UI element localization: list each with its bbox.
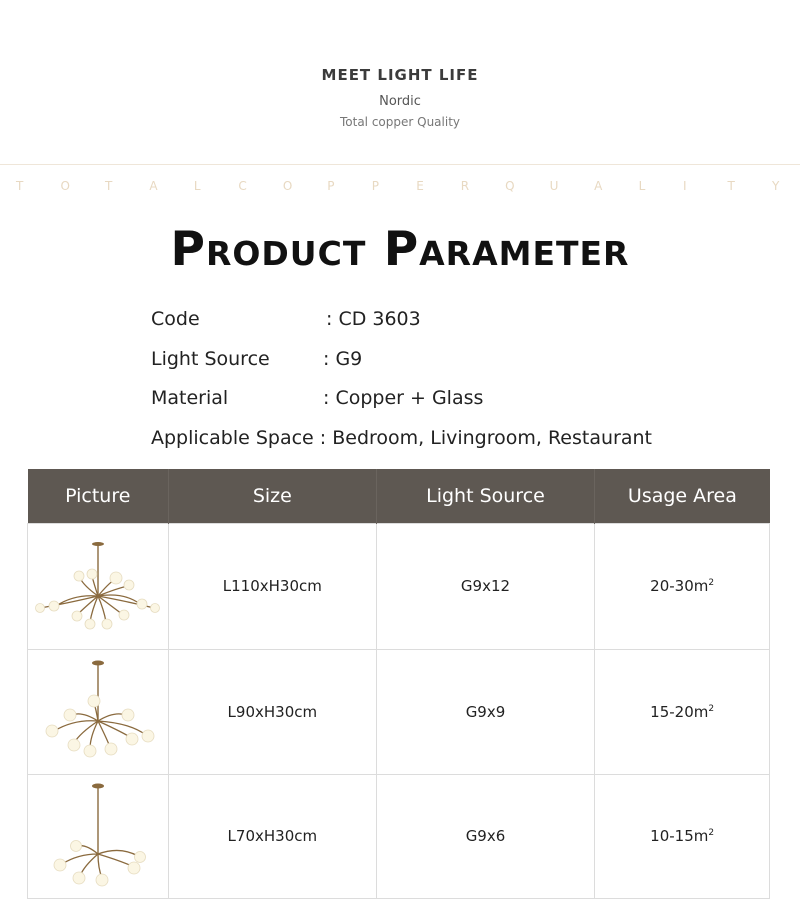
usage-area-cell	[595, 523, 770, 649]
spaced-letter: T	[104, 179, 113, 193]
size-cell: L70xH30cm	[168, 774, 376, 898]
spaced-letter: T	[16, 179, 24, 193]
spaced-letter: T	[727, 179, 735, 193]
spaced-letter: L	[193, 179, 201, 193]
size-cell: L90xH30cm	[168, 649, 376, 774]
divider	[0, 164, 800, 165]
param-label: Code	[151, 308, 200, 330]
picture-cell	[28, 774, 169, 898]
spaced-letter: L	[638, 179, 646, 193]
spaced-letter: P	[327, 179, 335, 193]
param-light-source	[151, 345, 771, 385]
param-value: : G9	[323, 347, 363, 370]
param-material	[151, 384, 771, 424]
brand-tagline: Total copper Quality	[339, 115, 461, 129]
spaced-letter: O	[282, 179, 293, 193]
spec-table	[27, 469, 770, 899]
spaced-letter: A	[594, 179, 603, 193]
usage-area-cell	[595, 774, 770, 898]
picture-cell	[28, 649, 169, 774]
param-label: Material	[151, 387, 229, 409]
spaced-letter: A	[149, 179, 158, 193]
param-code	[151, 305, 771, 345]
param-value: : CD 3603	[326, 308, 421, 330]
table-header-row	[28, 469, 770, 523]
param-label: Applicable Space	[151, 426, 314, 449]
table-row	[28, 774, 770, 898]
light-source-cell: G9x6	[376, 774, 595, 898]
chandelier-12-light-image	[34, 538, 162, 634]
col-header-size: Size	[168, 469, 376, 523]
usage-area-value: 15-20m	[650, 702, 709, 721]
brand-subtitle: Nordic	[379, 94, 421, 109]
spaced-letter: P	[371, 179, 379, 193]
picture-cell	[28, 523, 169, 649]
light-source-cell: G9x12	[376, 523, 595, 649]
col-header-picture: Picture	[28, 469, 169, 523]
spaced-letter: U	[549, 179, 559, 193]
usage-area-unit-sup: 2	[708, 703, 715, 714]
usage-area-cell	[595, 649, 770, 774]
table-row	[28, 649, 770, 774]
usage-area-value: 20-30m	[650, 577, 709, 595]
usage-area-unit-sup: 2	[708, 828, 715, 838]
size-cell: L110xH30cm	[168, 523, 376, 649]
spaced-letter: Y	[772, 179, 780, 193]
col-header-light-source: Light Source	[376, 469, 595, 523]
spaced-letter: C	[238, 179, 247, 193]
spaced-letter: O	[60, 179, 70, 193]
col-header-usage-area: Usage Area	[595, 469, 770, 523]
table-row	[28, 523, 770, 649]
parameter-list	[151, 305, 771, 463]
param-value: : Bedroom, Livingroom, Restaurant	[319, 426, 652, 449]
spaced-letter: R	[460, 179, 470, 193]
chandelier-6-light-image	[34, 780, 162, 892]
param-applicable-space	[151, 424, 771, 464]
page-title: Product Parameter	[170, 222, 630, 277]
spaced-letter: Q	[505, 179, 515, 193]
spaced-letter: I	[683, 179, 687, 193]
usage-area-unit-sup: 2	[708, 578, 715, 588]
param-label: Light Source	[151, 347, 270, 370]
brand-name: MEET LIGHT LIFE	[321, 66, 479, 84]
spaced-letter: E	[416, 179, 424, 193]
light-source-cell: G9x9	[376, 649, 595, 774]
param-value: : Copper + Glass	[323, 387, 484, 409]
spaced-letter-strip	[0, 179, 800, 195]
chandelier-9-light-image	[34, 657, 162, 767]
usage-area-value: 10-15m	[650, 827, 709, 845]
